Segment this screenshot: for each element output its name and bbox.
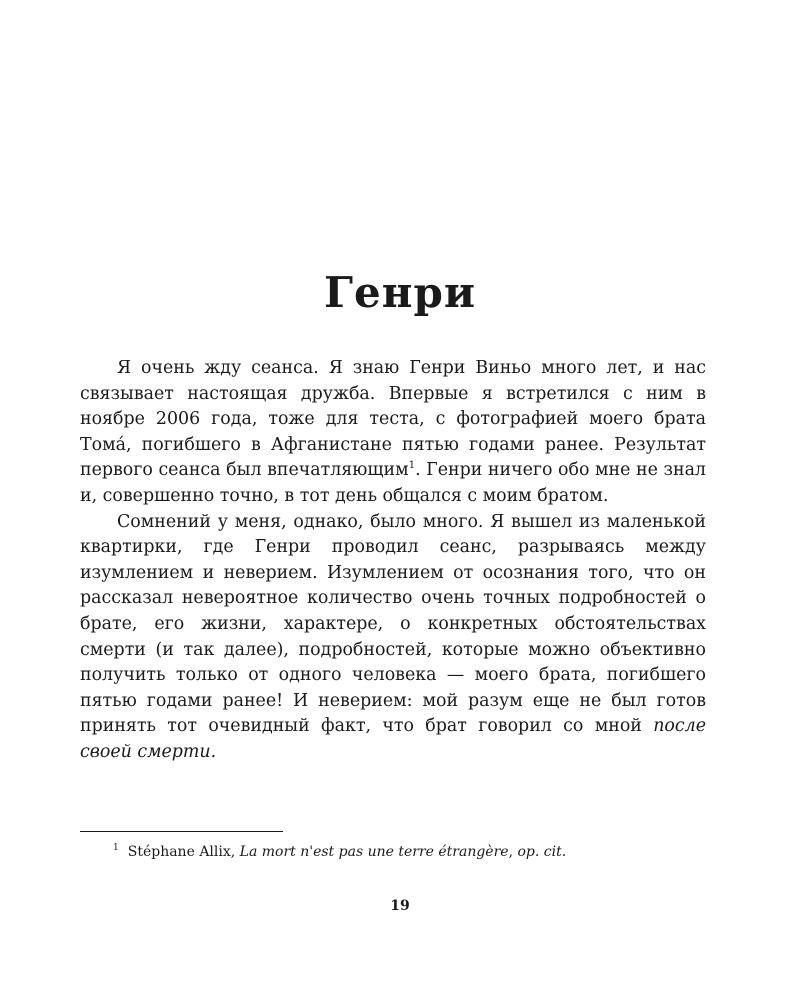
footnote-reference-note: op. cit. [517,844,567,860]
paragraph-1-text: Я очень жду сеанса. Я знаю Генри Виньо много лет, и нас связывает настоящая дружба. Впервые я встретился с ним в ноябре 2006 года, тоже для теста, с фотографией моего брата Томá, погибшего в Афганистане пятью годами ранее. Результат первого сеанса был впечатляющим [80,358,706,481]
body-text [80,356,706,766]
paragraph-2-italic: после своей смерти [80,716,706,762]
chapter-title: Генри [324,268,476,318]
paragraph-1 [80,356,706,510]
footnote [113,842,713,862]
page-number: 19 [390,898,410,914]
footnote-author: Stéphane Allix, [127,844,240,860]
paragraph-2-text: Сомнений у меня, однако, было много. Я вышел из маленькой квартирки, где Генри проводил сеанс, разрываясь между изумлением и неверием. Изумлением от осознания того, что он рассказал невероятное количество очень точных подробностей о брате, его жизни, характере, о конкретных обстоятельствах смерти (и так далее), подробностей, которые можно объективно получить только от одного человека — моего брата, погибшего пятью годами ранее! И неверием: мой разум еще не был готов принять тот очевидный факт, что брат говорил со мной [80,511,706,737]
footnote-comma: , [508,844,518,860]
footnote-divider [80,831,283,832]
footnote-reference[interactable]: 1 [408,460,416,472]
paragraph-1-text-after: . Генри ничего обо мне не знал и, совершенно точно, в тот день общался с моим братом. [80,460,706,506]
paragraph-2-text-after: . [210,741,217,762]
footnote-marker: 1 [113,843,119,854]
footnote-book-title: La mort n'est pas une terre étrangère [239,844,509,860]
paragraph-2 [80,510,706,766]
